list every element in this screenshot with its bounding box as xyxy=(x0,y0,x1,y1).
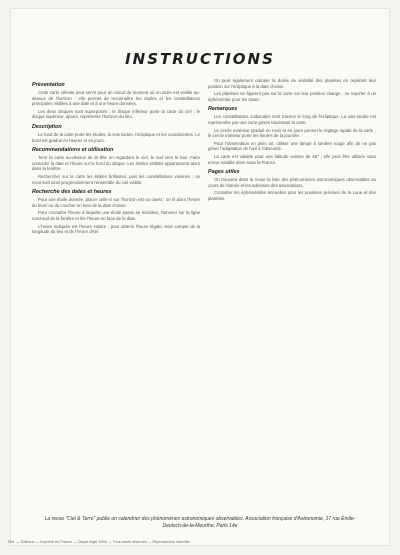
paragraph: Pour connaître l'heure à laquelle une étoile passe au méridien, l'amener sur la ligne nord-sud de la fenêtre et lire l'heure en face de la date. xyxy=(32,210,200,221)
paragraph: Cette carte céleste peut servir pour un calcul du moment où un astre est visible au-dessus de l'horizon ; elle permet de reconnaître les étoiles et les constellations principales visibles à une date et à une heure données. xyxy=(32,90,200,107)
footer-line: Réf. — Éditions — Imprimé en France — Dépôt légal 1966 — Tous droits réservés — Reproduction interdite xyxy=(8,540,190,544)
paragraph: Le fond de la carte porte les étoiles, la voie lactée, l'écliptique et les coordonnées. Le bord est gradué en heures et en jours. xyxy=(32,131,200,143)
paragraph: Les constellations zodiacales sont tracées le long de l'écliptique. La voie lactée est représentée par une zone grisée traversant la carte. xyxy=(208,114,376,125)
page-title: INSTRUCTIONS xyxy=(125,50,275,68)
document-page xyxy=(10,8,390,546)
paragraph: Les deux disques sont superposés : le disque inférieur porte la carte du ciel ; le disque supérieur, ajouré, représente l'horizon du lieu. xyxy=(32,108,200,120)
paragraph: Pour l'observation en plein air, utiliser une lampe à lumière rouge afin de ne pas gêner l'adaptation de l'œil à l'obscurité. xyxy=(208,140,376,152)
paragraph: Le cercle extérieur gradué en mois et en jours permet le réglage rapide de la carte ; le cercle intérieur porte les heures de la journée. xyxy=(208,127,376,139)
section-heading: Recherche des dates et heures xyxy=(32,189,112,196)
section-heading: Recommandations et utilisation xyxy=(32,147,114,154)
paragraph: Rechercher sur la carte les étoiles brillantes, puis les constellations voisines ; on reconnaît ainsi progressivement l'ensemble du ciel visible. xyxy=(32,173,200,185)
section-heading: Présentation xyxy=(32,82,65,88)
paragraph: La carte est valable pour une latitude voisine de 48° ; elle peut être utilisée sans erreur notable dans toute la France. xyxy=(208,153,376,165)
section-heading: Description xyxy=(32,123,62,130)
paragraph: Tenir la carte au-dessus de la tête en regardant le ciel, le sud vers le bas. Faire coïncider la date et l'heure sur le bord du disque. Les étoiles visibles apparaissent alors dans la fenêtre. xyxy=(32,155,200,172)
paragraph: On trouvera dans la revue la liste des phénomènes astronomiques observables au cours de l'année et les adresses des associations. xyxy=(208,177,376,188)
section-heading: Remarques xyxy=(208,106,238,113)
footer-note: La revue "Ciel & Terre" publie un calendrier des phénomènes astronomiques observables. Association française d'Astronomie, 17 rue Émile-Deutsch-de-la-Meurthe, Paris 14e xyxy=(44,516,356,529)
paragraph: Les planètes ne figurent pas sur la carte car leur position change ; se reporter à un éphéméride pour les situer. xyxy=(208,91,376,102)
paragraph: L'heure indiquée est l'heure solaire ; pour obtenir l'heure légale, tenir compte de la longitude du lieu et de l'heure d'été. xyxy=(32,223,200,235)
section-heading: Pages utiles xyxy=(208,169,240,176)
paragraph: Pour une étoile donnée, placer celle-ci sur l'horizon est ou ouest ; on lit alors l'heure du lever ou du coucher en face de la date choisie. xyxy=(32,197,200,208)
paragraph: On peut également calculer la durée de visibilité des planètes en repérant leur position sur l'écliptique à la date choisie. xyxy=(208,78,376,89)
right-column xyxy=(208,78,376,204)
paragraph: Consulter les éphémérides annuelles pour les positions précises de la Lune et des planètes. xyxy=(208,190,376,201)
left-column xyxy=(32,78,200,237)
